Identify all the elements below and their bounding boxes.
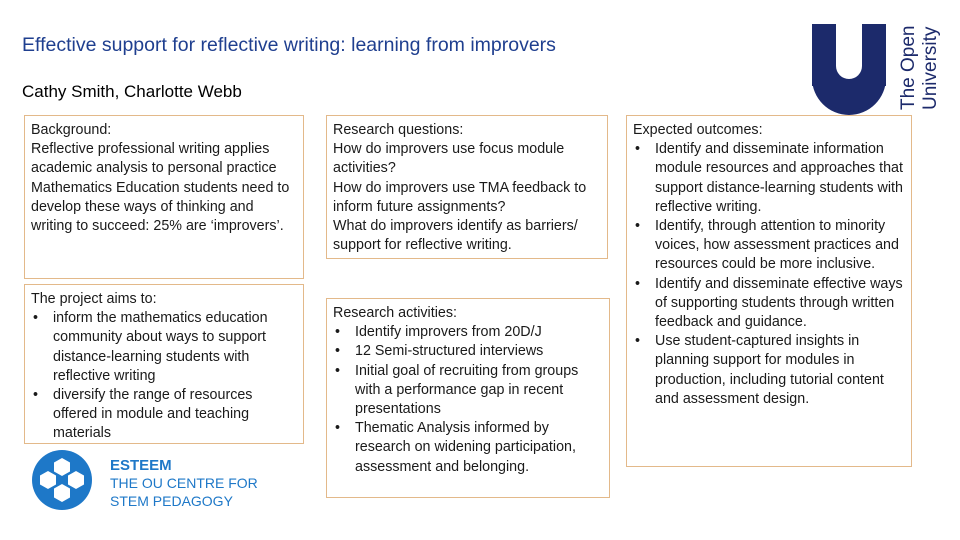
- activities-list: [333, 323, 603, 477]
- expected-outcomes-box: [626, 115, 912, 467]
- background-box: [24, 115, 304, 279]
- list-item: • Thematic Analysis informed by research on widening participation, assessment and belonging.: [333, 419, 603, 477]
- open-university-logo: [808, 18, 942, 116]
- research-questions-heading: Research questions:: [333, 122, 464, 138]
- aims-box: [24, 284, 304, 444]
- background-heading: Background:: [31, 122, 112, 138]
- ou-logo-line1: The Open: [898, 25, 919, 110]
- page-title: Effective support for reflective writing: learning from improvers: [22, 34, 556, 56]
- esteem-logo-line2: THE OU CENTRE FOR: [110, 475, 258, 491]
- list-item: • Identify and disseminate information module resources and approaches that support distance-learning students with reflective writing.: [633, 140, 905, 217]
- aims-list: [31, 309, 297, 443]
- authors: Cathy Smith, Charlotte Webb: [22, 82, 242, 101]
- esteem-logo-line3: STEM PEDAGOGY: [110, 493, 233, 509]
- list-item: • Identify and disseminate effective ways of supporting students through written feedback and guidance.: [633, 275, 905, 333]
- background-line: Reflective professional writing applies academic analysis to personal practice: [31, 141, 277, 177]
- list-item: • Identify improvers from 20D/J: [333, 323, 603, 342]
- list-item: • Use student-captured insights in planning support for modules in production, including tutorial content and assessment design.: [633, 332, 905, 409]
- aims-heading: The project aims to:: [31, 291, 157, 307]
- esteem-logo: [30, 446, 270, 516]
- list-item: • Identify, through attention to minority voices, how assessment practices and resources could be more inclusive.: [633, 217, 905, 275]
- ou-logo-line2: University: [920, 26, 941, 110]
- list-item: • diversify the range of resources offered in module and teaching materials: [31, 386, 297, 444]
- expected-outcomes-heading: Expected outcomes:: [633, 122, 763, 138]
- background-line: Mathematics Education students need to develop these ways of thinking and writing to succeed: 25% are ‘improvers’.: [31, 179, 290, 235]
- research-activities-heading: Research activities:: [333, 305, 457, 321]
- ou-shield-icon: [812, 24, 886, 115]
- question-line: How do improvers use focus module activities?: [333, 141, 565, 177]
- question-line: What do improvers identify as barriers/ support for reflective writing.: [333, 218, 578, 254]
- research-activities-box: [326, 298, 610, 498]
- outcomes-list: [633, 140, 905, 409]
- research-questions-box: [326, 115, 608, 259]
- list-item: • Initial goal of recruiting from groups with a performance gap in recent presentations: [333, 362, 603, 420]
- list-item: • 12 Semi-structured interviews: [333, 342, 603, 361]
- list-item: • inform the mathematics education community about ways to support distance-learning students with reflective writing: [31, 309, 297, 386]
- hexagon-cluster-icon: [32, 450, 92, 510]
- esteem-logo-line1: ESTEEM: [110, 457, 172, 474]
- question-line: How do improvers use TMA feedback to inform future assignments?: [333, 179, 587, 215]
